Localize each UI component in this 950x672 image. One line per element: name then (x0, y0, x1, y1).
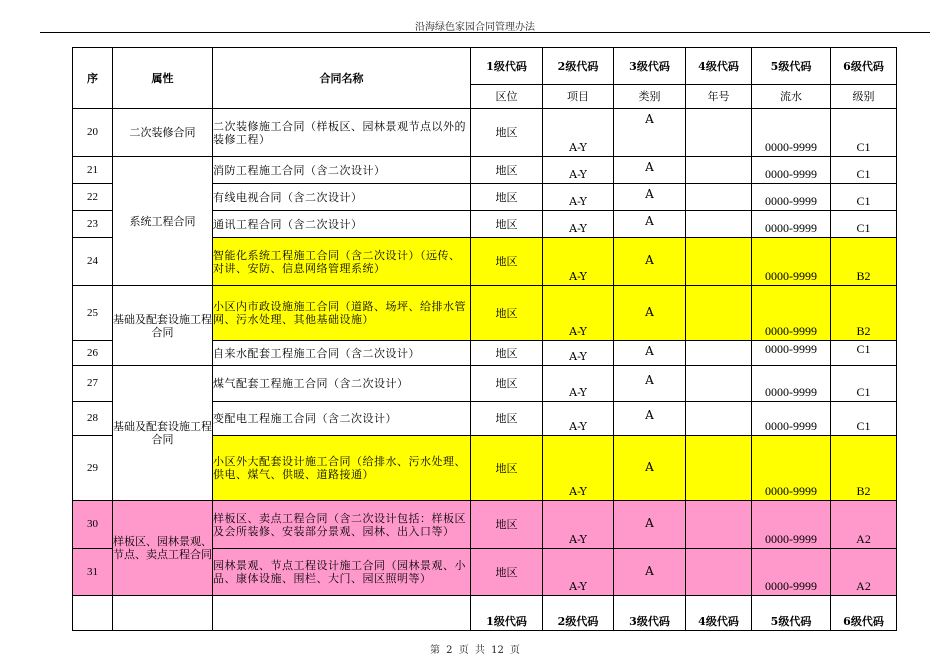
row-project-code: A-Y (543, 109, 614, 157)
row-serial-code: 0000-9999 (752, 238, 831, 286)
row-serial-code: 0000-9999 (752, 501, 831, 549)
footer-level-6: 6级代码 (831, 596, 897, 631)
footer-empty-name (213, 596, 471, 631)
header-sub-year: 年号 (686, 85, 752, 109)
row-project-code: A-Y (543, 549, 614, 596)
row-year-code (686, 109, 752, 157)
header-sub-type: 类别 (614, 85, 686, 109)
row-grade-code: B2 (831, 286, 897, 341)
row-contract-name: 有线电视合同（含二次设计） (213, 184, 471, 211)
header-level-6: 6级代码 (831, 48, 897, 85)
row-contract-name: 二次装修施工合同（样板区、园林景观节点以外的装修工程） (213, 109, 471, 157)
row-seq: 20 (73, 109, 113, 157)
row-type-code: A (614, 184, 686, 211)
row-type-code: A (614, 286, 686, 341)
row-grade-code: C1 (831, 402, 897, 436)
row-type-code: A (614, 157, 686, 184)
row-grade-code: B2 (831, 436, 897, 501)
header-sub-grade: 级别 (831, 85, 897, 109)
row-project-code: A-Y (543, 436, 614, 501)
header-level-4: 4级代码 (686, 48, 752, 85)
row-grade-code: C1 (831, 157, 897, 184)
header-attr: 属性 (113, 48, 213, 109)
row-contract-name: 小区外大配套设计施工合同（给排水、污水处理、供电、煤气、供暖、道路接通） (213, 436, 471, 501)
row-region: 地区 (471, 238, 543, 286)
row-serial-code: 0000-9999 (752, 366, 831, 402)
row-region: 地区 (471, 366, 543, 402)
header-rule (40, 32, 930, 33)
row-seq: 30 (73, 501, 113, 549)
row-seq: 24 (73, 238, 113, 286)
row-serial-code: 0000-9999 (752, 549, 831, 596)
row-serial-code: 0000-9999 (752, 286, 831, 341)
table-row (73, 109, 897, 157)
header-sub-region: 区位 (471, 85, 543, 109)
row-project-code: A-Y (543, 238, 614, 286)
row-year-code (686, 402, 752, 436)
row-serial-code: 0000-9999 (752, 436, 831, 501)
row-seq: 21 (73, 157, 113, 184)
header-row-1 (73, 48, 897, 85)
header-level-2: 2级代码 (543, 48, 614, 85)
row-grade-code: A2 (831, 549, 897, 596)
row-contract-name: 通讯工程合同（含二次设计） (213, 211, 471, 238)
row-seq: 27 (73, 366, 113, 402)
row-type-code: A (614, 549, 686, 596)
row-project-code: A-Y (543, 286, 614, 341)
row-region: 地区 (471, 341, 543, 366)
row-contract-name: 智能化系统工程施工合同（含二次设计）（远传、对讲、安防、信息网络管理系统） (213, 238, 471, 286)
row-seq: 28 (73, 402, 113, 436)
row-category: 基础及配套设施工程合同 (113, 286, 213, 366)
footer-empty-attr (113, 596, 213, 631)
row-type-code: A (614, 341, 686, 366)
row-seq: 22 (73, 184, 113, 211)
row-contract-name: 小区内市政设施施工合同（道路、场坪、给排水管网、污水处理、其他基础设施） (213, 286, 471, 341)
header-sub-serial: 流水 (752, 85, 831, 109)
row-category: 基础及配套设施工程合同 (113, 366, 213, 501)
footer-level-5: 5级代码 (752, 596, 831, 631)
row-seq: 23 (73, 211, 113, 238)
row-serial-code: 0000-9999 (752, 109, 831, 157)
row-serial-code: 0000-9999 (752, 341, 831, 366)
row-region: 地区 (471, 286, 543, 341)
row-type-code: A (614, 402, 686, 436)
row-year-code (686, 238, 752, 286)
row-seq: 25 (73, 286, 113, 341)
header-level-1: 1级代码 (471, 48, 543, 85)
row-grade-code: C1 (831, 211, 897, 238)
row-type-code: A (614, 238, 686, 286)
row-contract-name: 消防工程施工合同（含二次设计） (213, 157, 471, 184)
row-grade-code: C1 (831, 184, 897, 211)
table-row (73, 501, 897, 549)
footer-empty-seq (73, 596, 113, 631)
header-level-5: 5级代码 (752, 48, 831, 85)
row-project-code: A-Y (543, 184, 614, 211)
footer-level-3: 3级代码 (614, 596, 686, 631)
row-project-code: A-Y (543, 402, 614, 436)
header-seq: 序 (73, 48, 113, 109)
row-year-code (686, 366, 752, 402)
row-type-code: A (614, 436, 686, 501)
footer-level-1: 1级代码 (471, 596, 543, 631)
row-grade-code: C1 (831, 341, 897, 366)
row-serial-code: 0000-9999 (752, 157, 831, 184)
row-project-code: A-Y (543, 157, 614, 184)
footer-level-4: 4级代码 (686, 596, 752, 631)
header-level-3: 3级代码 (614, 48, 686, 85)
row-grade-code: C1 (831, 366, 897, 402)
header-name: 合同名称 (213, 48, 471, 109)
row-region: 地区 (471, 402, 543, 436)
header-sub-project: 项目 (543, 85, 614, 109)
row-year-code (686, 184, 752, 211)
table-row (73, 366, 897, 402)
document-header: 沿海绿色家园合同管理办法 (415, 22, 535, 33)
row-type-code: A (614, 109, 686, 157)
row-region: 地区 (471, 184, 543, 211)
row-year-code (686, 341, 752, 366)
row-type-code: A (614, 501, 686, 549)
row-serial-code: 0000-9999 (752, 184, 831, 211)
row-type-code: A (614, 366, 686, 402)
row-year-code (686, 501, 752, 549)
row-contract-name: 变配电工程施工合同（含二次设计） (213, 402, 471, 436)
row-region: 地区 (471, 109, 543, 157)
row-type-code: A (614, 211, 686, 238)
row-serial-code: 0000-9999 (752, 211, 831, 238)
row-project-code: A-Y (543, 366, 614, 402)
row-category: 系统工程合同 (113, 157, 213, 286)
row-region: 地区 (471, 157, 543, 184)
row-grade-code: C1 (831, 109, 897, 157)
row-contract-name: 煤气配套工程施工合同（含二次设计） (213, 366, 471, 402)
row-year-code (686, 157, 752, 184)
row-region: 地区 (471, 436, 543, 501)
row-seq: 31 (73, 549, 113, 596)
row-grade-code: B2 (831, 238, 897, 286)
page-number: 第 2 页 共 12 页 (430, 645, 520, 656)
row-seq: 29 (73, 436, 113, 501)
footer-level-2: 2级代码 (543, 596, 614, 631)
row-region: 地区 (471, 549, 543, 596)
row-contract-name: 园林景观、节点工程设计施工合同（园林景观、小品、康体设施、围栏、大门、园区照明等） (213, 549, 471, 596)
row-project-code: A-Y (543, 341, 614, 366)
row-region: 地区 (471, 501, 543, 549)
row-serial-code: 0000-9999 (752, 402, 831, 436)
contract-code-table (72, 47, 897, 631)
row-project-code: A-Y (543, 211, 614, 238)
row-category: 样板区、园林景观、节点、卖点工程合同 (113, 501, 213, 596)
row-seq: 26 (73, 341, 113, 366)
row-year-code (686, 286, 752, 341)
row-year-code (686, 549, 752, 596)
footer-level-row (73, 596, 897, 631)
row-contract-name: 自来水配套工程施工合同（含二次设计） (213, 341, 471, 366)
table-row (73, 157, 897, 184)
row-year-code (686, 211, 752, 238)
row-year-code (686, 436, 752, 501)
table-row (73, 286, 897, 341)
row-grade-code: A2 (831, 501, 897, 549)
row-category: 二次装修合同 (113, 109, 213, 157)
row-contract-name: 样板区、卖点工程合同（含二次设计包括：样板区及会所装修、安装部分景观、园林、出入口等） (213, 501, 471, 549)
row-project-code: A-Y (543, 501, 614, 549)
row-region: 地区 (471, 211, 543, 238)
